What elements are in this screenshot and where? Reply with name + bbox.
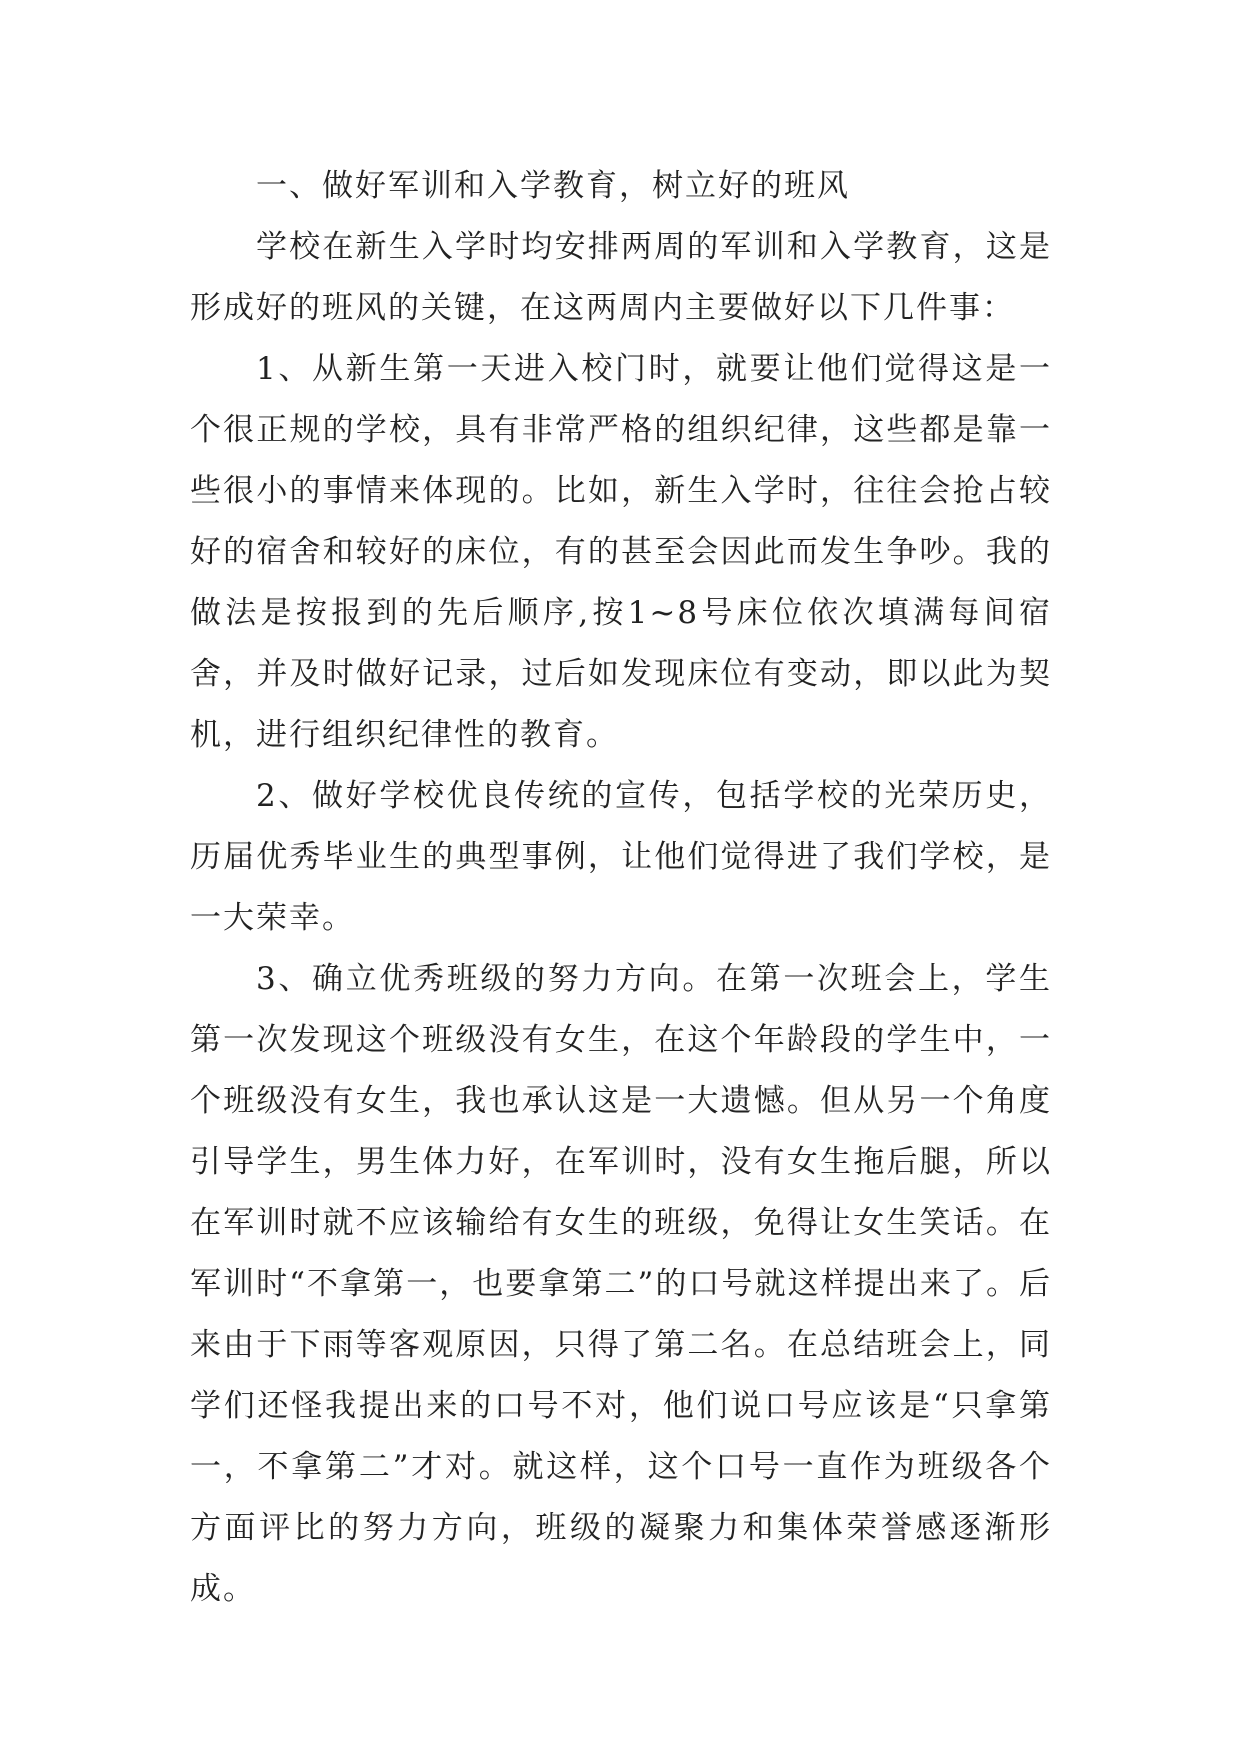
paragraph-intro: 学校在新生入学时均安排两周的军训和入学教育，这是形成好的班风的关键，在这两周内主要做好以下几件事： bbox=[190, 229, 1052, 326]
paragraph-item-2: 2、做好学校优良传统的宣传，包括学校的光荣历史，历届优秀毕业生的典型事例，让他们觉得进了我们学校，是一大荣幸。 bbox=[190, 778, 1052, 936]
document-body bbox=[190, 156, 1052, 1620]
paragraph-item-3: 3、确立优秀班级的努力方向。在第一次班会上，学生第一次发现这个班级没有女生，在这个年龄段的学生中，一个班级没有女生，我也承认这是一大遗憾。但从另一个角度引导学生，男生体力好，在军训时，没有女生拖后腿，所以在军训时就不应该输给有女生的班级，免得让女生笑话。在军训时“不拿第一，也要拿第二”的口号就这样提出来了。后来由于下雨等客观原因，只得了第二名。在总结班会上，同学们还怪我提出来的口号不对，他们说口号应该是“只拿第一，不拿第二”才对。就这样，这个口号一直作为班级各个方面评比的努力方向，班级的凝聚力和集体荣誉感逐渐形成。 bbox=[190, 961, 1052, 1607]
paragraph-item-1: 1、从新生第一天进入校门时，就要让他们觉得这是一个很正规的学校，具有非常严格的组织纪律，这些都是靠一些很小的事情来体现的。比如，新生入学时，往往会抢占较好的宿舍和较好的床位，有的甚至会因此而发生争吵。我的做法是按报到的先后顺序,按1~8号床位依次填满每间宿舍，并及时做好记录，过后如发现床位有变动，即以此为契机，进行组织纪律性的教育。 bbox=[190, 351, 1052, 753]
section-heading: 一、做好军训和入学教育，树立好的班风 bbox=[256, 168, 850, 204]
